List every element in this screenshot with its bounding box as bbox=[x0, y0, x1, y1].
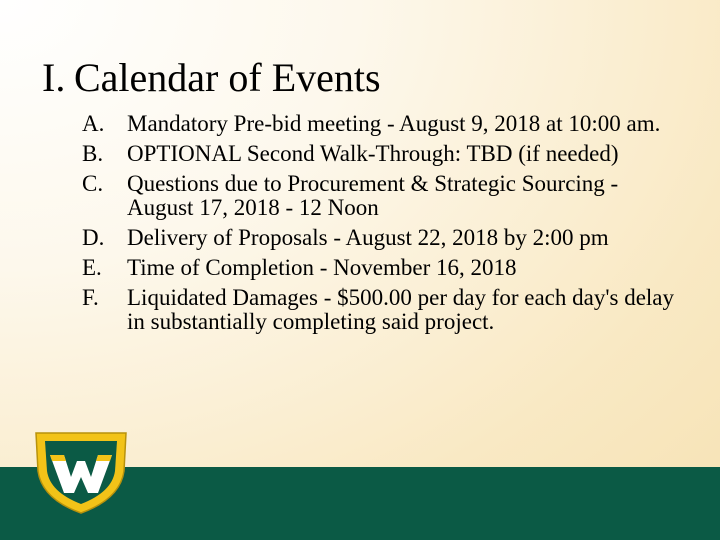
agenda-list bbox=[82, 112, 682, 340]
item-text: Mandatory Pre-bid meeting - August 9, 2018 at 10:00 am. bbox=[127, 111, 661, 136]
item-text: OPTIONAL Second Walk-Through: TBD (if needed) bbox=[127, 141, 619, 166]
title-text: Calendar of Events bbox=[74, 55, 381, 100]
item-letter: C. bbox=[82, 171, 104, 196]
w-shield-logo-icon bbox=[32, 425, 130, 515]
list-item bbox=[82, 172, 682, 220]
item-letter: D. bbox=[82, 225, 105, 250]
slide-title bbox=[42, 54, 381, 102]
item-letter: B. bbox=[82, 141, 104, 166]
item-text: Liquidated Damages - $500.00 per day for each day's delay in substantially completing said project. bbox=[127, 285, 675, 334]
list-item bbox=[82, 286, 682, 334]
list-item bbox=[82, 112, 682, 136]
title-number: I. bbox=[42, 55, 66, 100]
item-text: Questions due to Procurement & Strategic Sourcing - August 17, 2018 - 12 Noon bbox=[127, 171, 619, 220]
item-letter: E. bbox=[82, 255, 102, 280]
item-text: Time of Completion - November 16, 2018 bbox=[127, 255, 517, 280]
list-item bbox=[82, 142, 682, 166]
list-item bbox=[82, 256, 682, 280]
item-letter: A. bbox=[82, 111, 105, 136]
item-text: Delivery of Proposals - August 22, 2018 by 2:00 pm bbox=[127, 225, 609, 250]
item-letter: F. bbox=[82, 285, 99, 310]
list-item bbox=[82, 226, 682, 250]
